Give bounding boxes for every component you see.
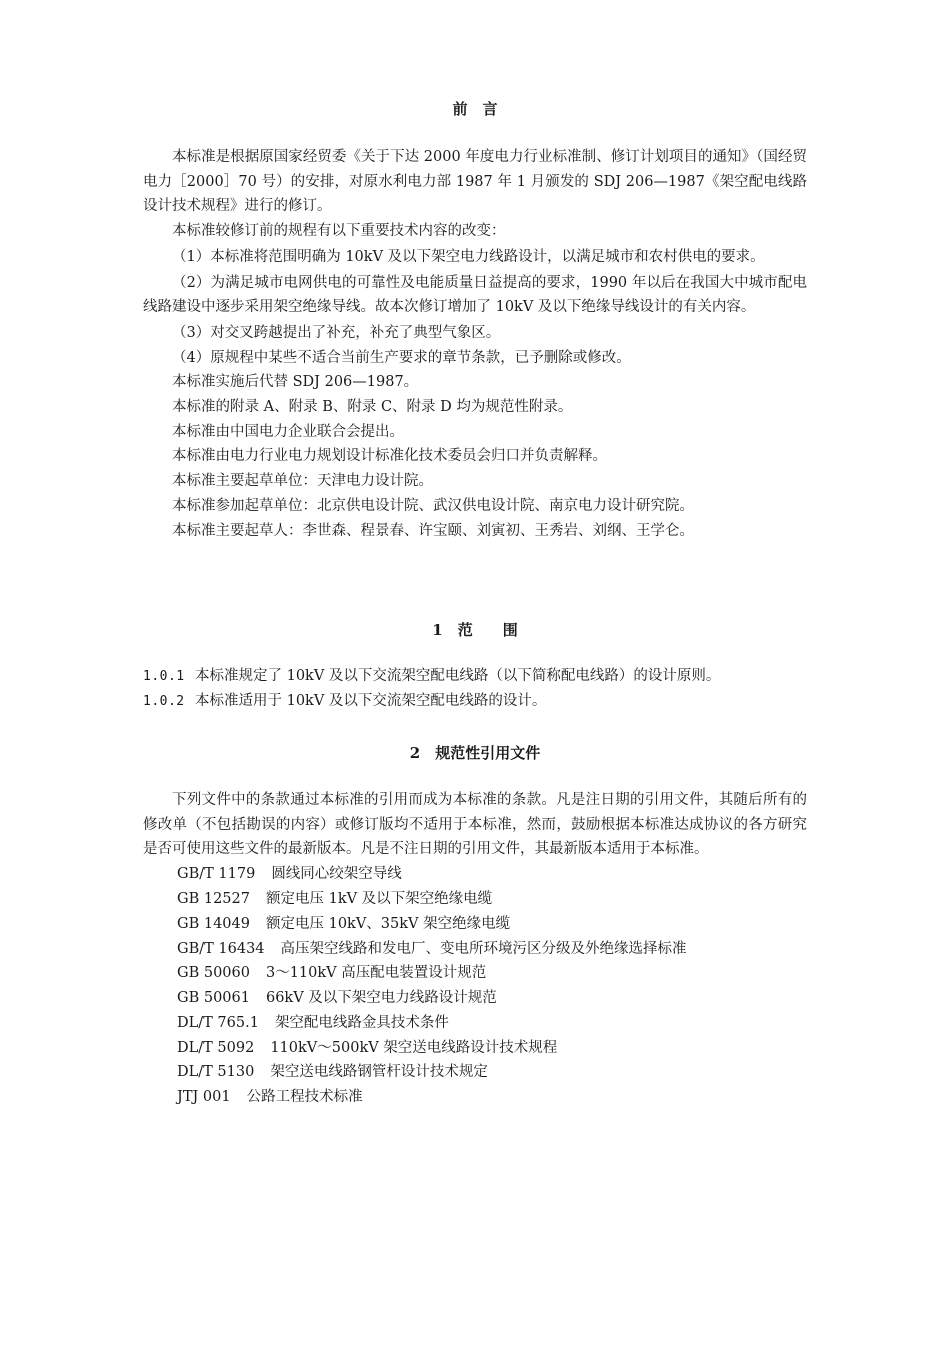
clause-item	[143, 689, 807, 714]
foreword-paragraph: 本标准主要起草人：李世森、程景春、许宝颐、刘寅初、王秀岩、刘纲、王学仑。	[172, 522, 694, 539]
foreword-paragraph: 本标准的附录 A、附录 B、附录 C、附录 D 均为规范性附录。	[172, 399, 573, 416]
reference-title: 额定电压 10kV、35kV 架空绝缘电缆	[265, 915, 511, 932]
reference-code: DL/T 765.1	[177, 1014, 259, 1031]
reference-code: GB 50060	[177, 965, 250, 982]
reference-code: GB/T 16434	[177, 940, 265, 957]
reference-title: 架空送电线路钢管杆设计技术规定	[270, 1064, 488, 1081]
reference-item	[143, 887, 807, 912]
clause-text: 本标准适用于 10kV 及以下交流架空配电线路的设计。	[195, 693, 547, 709]
reference-item	[143, 1085, 807, 1110]
reference-title: 高压架空线路和发电厂、变电所环境污区分级及外绝缘选择标准	[280, 940, 687, 957]
foreword-paragraph: 本标准主要起草单位：天津电力设计院。	[172, 473, 433, 490]
foreword-paragraph: （2）为满足城市电网供电的可靠性及电能质量日益提高的要求，1990 年以后在我国大中城市配电线路建设中逐步采用架空绝缘导线。故本次修订增加了 10kV 及以下绝缘导线设计的有关内容。	[143, 274, 807, 316]
foreword-paragraph: （3）对交叉跨越提出了补充，补充了典型气象区。	[172, 324, 501, 341]
reference-title: 圆线同心绞架空导线	[271, 866, 402, 883]
foreword-paragraph: （4）原规程中某些不适合当前生产要求的章节条款，已予删除或修改。	[172, 349, 631, 366]
scope-body	[143, 664, 807, 714]
foreword-paragraph: 本标准实施后代替 SDJ 206—1987。	[172, 374, 419, 391]
reference-code: GB 12527	[177, 890, 250, 907]
reference-code: DL/T 5092	[177, 1039, 255, 1056]
reference-title: 3～110kV 高压配电装置设计规范	[265, 965, 487, 982]
foreword-heading: 前 言	[452, 100, 498, 118]
reference-title: 公路工程技术标准	[246, 1089, 363, 1106]
clause-text: 本标准规定了 10kV 及以下交流架空配电线路（以下简称配电线路）的设计原则。	[195, 668, 721, 684]
foreword-body	[143, 145, 807, 543]
foreword-paragraph: 本标准较修订前的规程有以下重要技术内容的改变：	[172, 223, 506, 240]
clause-item	[143, 664, 807, 689]
foreword-paragraph: 本标准是根据原国家经贸委《关于下达 2000 年度电力行业标准制、修订计划项目的通知》（国经贸电力［2000］70 号）的安排，对原水利电力部 1987 年 1 月颁发的 SDJ 206—1987《架空配电线路设计技术规程》进行的修订。	[143, 149, 807, 215]
reference-title: 66kV 及以下架空电力线路设计规范	[265, 990, 497, 1007]
reference-item	[143, 912, 807, 937]
reference-item	[143, 862, 807, 887]
reference-item	[143, 937, 807, 962]
reference-item	[143, 961, 807, 986]
foreword-paragraph: 本标准由中国电力企业联合会提出。	[172, 423, 404, 440]
reference-title: 110kV～500kV 架空送电线路设计技术规程	[270, 1039, 558, 1056]
foreword-paragraph: 本标准由电力行业电力规划设计标准化技术委员会归口并负责解释。	[172, 448, 607, 465]
references-body	[143, 788, 807, 1110]
reference-title: 架空配电线路金具技术条件	[274, 1014, 449, 1031]
reference-item	[143, 1011, 807, 1036]
reference-code: JTJ 001	[177, 1089, 231, 1106]
reference-item	[143, 986, 807, 1011]
reference-code: GB 50061	[177, 990, 250, 1007]
scope-heading: 1 范 围	[432, 621, 518, 639]
reference-code: GB/T 1179	[177, 866, 256, 883]
references-intro: 下列文件中的条款通过本标准的引用而成为本标准的条款。凡是注日期的引用文件，其随后所有的修改单（不包括勘误的内容）或修订版均不适用于本标准，然而，鼓励根据本标准达成协议的各方研究是否可使用这些文件的最新版本。凡是不注日期的引用文件，其最新版本适用于本标准。	[143, 792, 807, 858]
clause-number: 1.0.2	[143, 694, 185, 709]
reference-code: GB 14049	[177, 915, 250, 932]
clause-number: 1.0.1	[143, 669, 185, 684]
reference-item	[143, 1036, 807, 1061]
foreword-paragraph: （1）本标准将范围明确为 10kV 及以下架空电力线路设计，以满足城市和农村供电的要求。	[172, 248, 765, 265]
reference-title: 额定电压 1kV 及以下架空绝缘电缆	[265, 890, 493, 907]
reference-item	[143, 1060, 807, 1085]
references-heading: 2 规范性引用文件	[409, 744, 541, 762]
reference-code: DL/T 5130	[177, 1064, 255, 1081]
foreword-paragraph: 本标准参加起草单位：北京供电设计院、武汉供电设计院、南京电力设计研究院。	[172, 497, 694, 514]
